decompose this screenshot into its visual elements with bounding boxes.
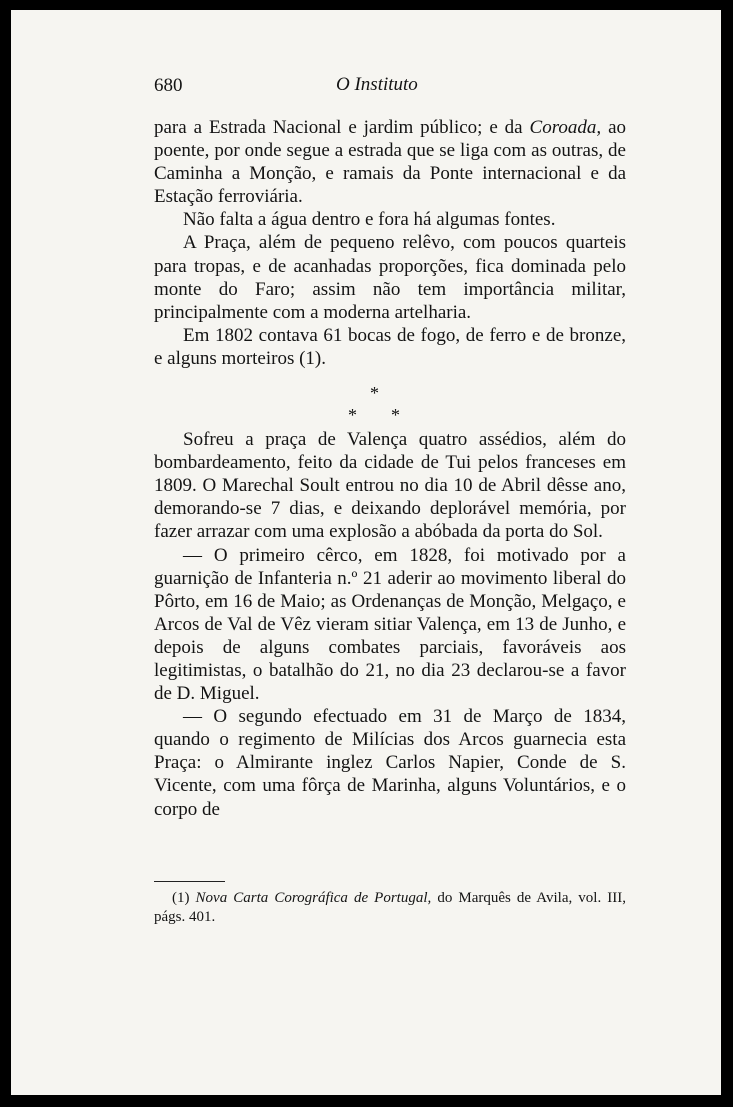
paragraph [154, 324, 626, 370]
running-title: O Instituto [336, 74, 418, 95]
section-separator [11, 384, 721, 428]
text-run: A Praça, além de pequeno relêvo, com poucos quarteis para tropas, e de acanhadas proporções, fica dominada pelo monte do Faro; assim não tem importância militar, principalmente com a moderna artelharia. [154, 232, 626, 323]
text-run: ao poente, por onde segue a estrada que se liga com as outras, de Caminha a Monção, e ramais da Ponte internacional e da Estação ferroviária. [154, 117, 626, 208]
italic-text: Coroada, [529, 117, 602, 138]
footnote-text [154, 889, 626, 927]
text-run: Não falta a água dentro e fora há algumas fontes. [183, 209, 556, 231]
text-run: Sofreu a praça de Valença quatro assédios, além do bombardeamento, feito da cidade de Tui pelos franceses em 1809. O Marechal Soult entrou no dia 10 de Abril dêsse ano, demorando-se 7 dias, e deixando deplorável memória, por fazer arrazar com uma explosão a abóbada da porta do Sol. [154, 429, 626, 543]
body-text [154, 116, 626, 821]
paragraph [154, 705, 626, 820]
separator-star: * [391, 405, 400, 425]
paragraph [154, 231, 626, 323]
page-number: 680 [154, 75, 183, 96]
text-run: para a Estrada Nacional e jardim público; e da [154, 117, 530, 138]
text-run: (1) [172, 890, 196, 906]
paragraph [154, 208, 626, 231]
italic-text: Nova Carta Corográfica de Portugal, [195, 890, 432, 906]
separator-star: * [348, 405, 357, 425]
footnote-rule [154, 881, 225, 882]
text-run: do Marquês de Avila, vol. III, págs. 401. [154, 890, 627, 925]
text-run: — O segundo efectuado em 31 de Março de 1834, quando o regimento de Milícias dos Arcos guarnecia esta Praça: o Almirante inglez Carlos Napier, Conde de S. Vicente, com uma fôrça de Marinha, alguns Voluntários, e o corpo de [154, 706, 626, 820]
text-run: — O primeiro cêrco, em 1828, foi motivado por a guarnição de Infanteria n.º 21 aderir ao movimento liberal do Pôrto, em 16 de Maio; as Ordenanças de Monção, Melgaço, e Arcos de Val de Vêz vieram sitiar Valença, em 13 de Junho, e depois de alguns combates parciais, favoráveis aos legitimistas, o batalhão do 21, no dia 23 declarou-se a favor de D. Miguel. [154, 544, 626, 705]
footnote [154, 889, 626, 927]
separator-star: * [370, 383, 379, 403]
text-run: Em 1802 contava 61 bocas de fogo, de ferro e de bronze, e alguns morteiros (1). [154, 324, 626, 369]
paragraph [154, 428, 626, 543]
paragraph [154, 544, 626, 706]
paragraph [154, 116, 626, 208]
book-page [11, 10, 721, 1095]
